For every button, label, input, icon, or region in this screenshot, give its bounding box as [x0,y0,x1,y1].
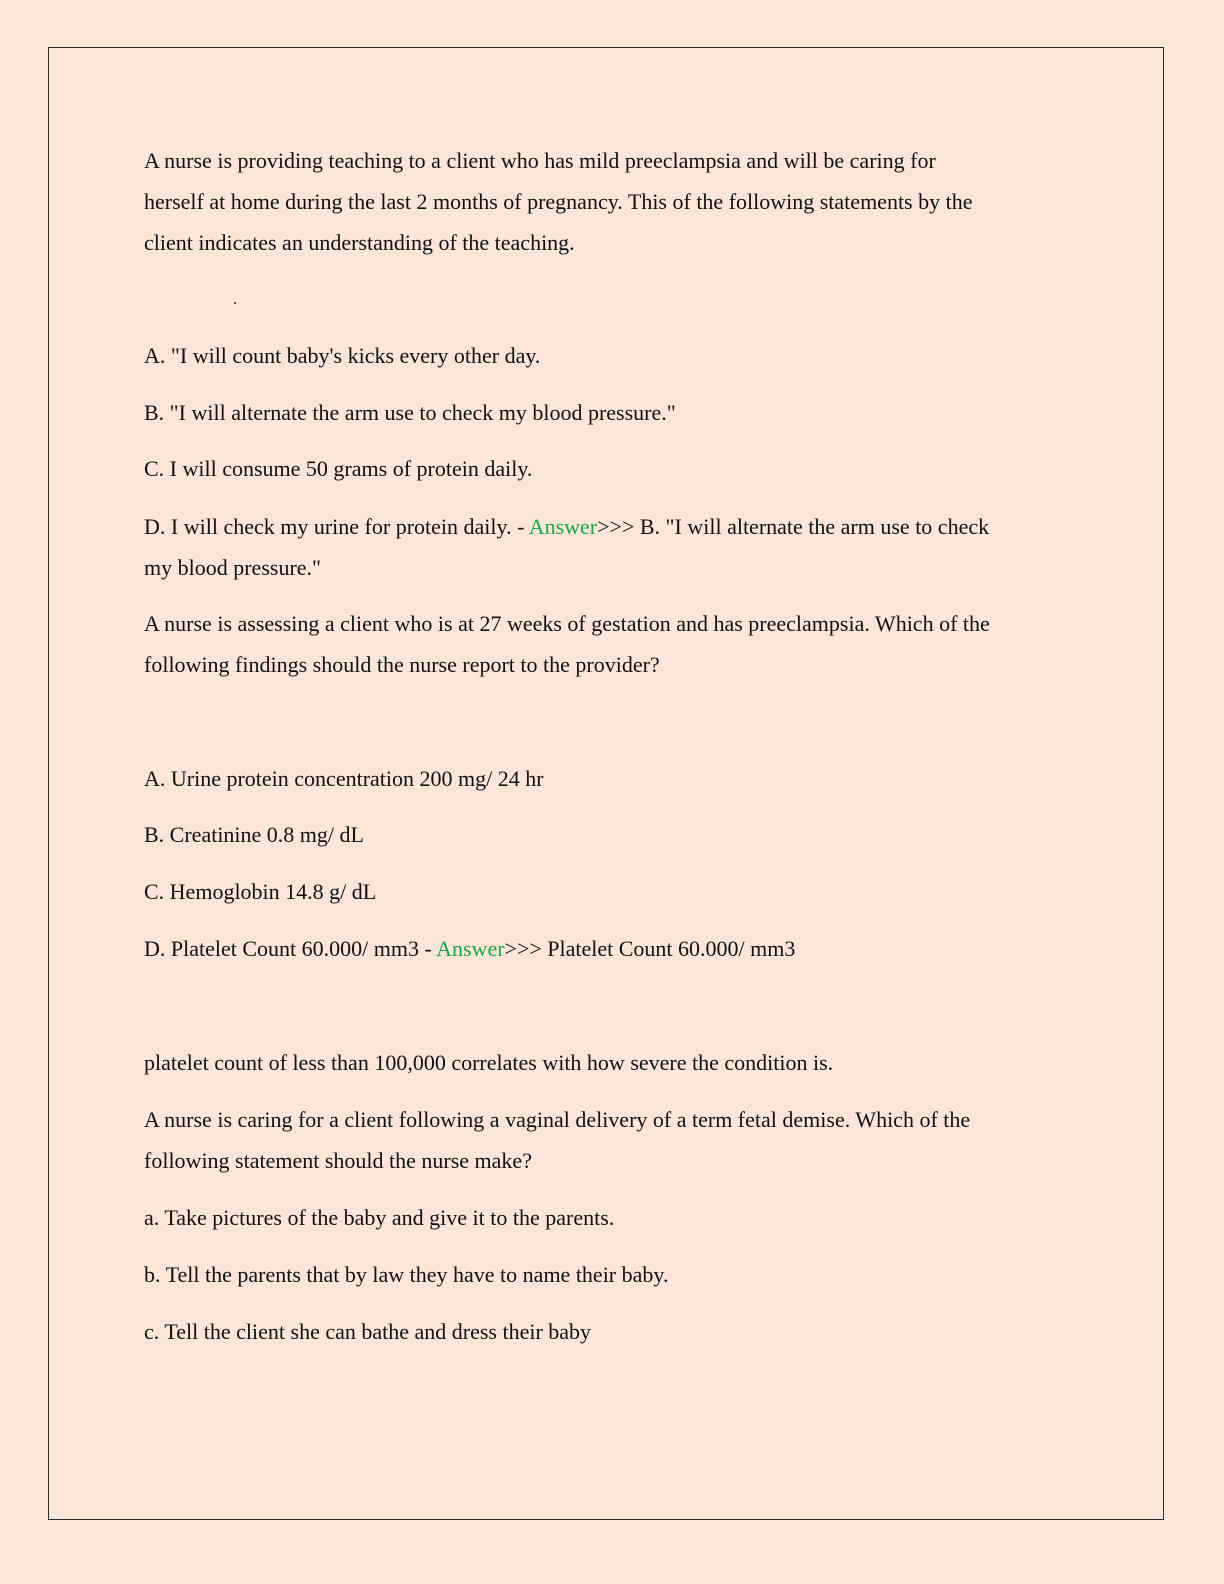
q3-stem-line-2: following statement should the nurse make? [144,1148,532,1173]
q2-option-b: B. Creatinine 0.8 mg/ dL [144,822,364,847]
q1-option-b: B. "I will alternate the arm use to check my blood pressure." [144,400,676,425]
q3-option-a: a. Take pictures of the baby and give it to the parents. [144,1205,615,1230]
q2-answer-label: Answer [436,936,505,961]
q3-option-c: c. Tell the client she can bathe and dress their baby [144,1319,592,1344]
q2-option-c: C. Hemoglobin 14.8 g/ dL [144,879,377,904]
q1-stem-line-2: herself at home during the last 2 months of pregnancy. This of the following statements by the [144,189,973,214]
q1-option-d [144,506,989,547]
q2-option-d [144,928,795,969]
q3-stem-line-1: A nurse is caring for a client following a vaginal delivery of a term fetal demise. Which of the [144,1107,971,1132]
q1-stem-line-3: client indicates an understanding of the teaching. [144,230,575,255]
q1-option-d-text: D. I will check my urine for protein daily. - [144,514,529,539]
q3-option-b: b. Tell the parents that by law they have to name their baby. [144,1262,669,1287]
q1-option-a: A. "I will count baby's kicks every other day. [144,343,541,368]
q2-stem-line-1: A nurse is assessing a client who is at 27 weeks of gestation and has preeclampsia. Which of the [144,611,990,636]
q2-rationale: platelet count of less than 100,000 correlates with how severe the condition is. [144,1050,834,1075]
q2-answer-text: >>> Platelet Count 60.000/ mm3 [504,936,796,961]
q2-option-a: A. Urine protein concentration 200 mg/ 24 hr [144,766,544,791]
stray-dot [234,302,236,304]
q1-stem-line-1: A nurse is providing teaching to a client who has mild preeclampsia and will be caring for [144,148,936,173]
q1-option-c: C. I will consume 50 grams of protein daily. [144,456,533,481]
q2-stem-line-2: following findings should the nurse report to the provider? [144,652,660,677]
q2-option-d-text: D. Platelet Count 60.000/ mm3 - [144,936,437,961]
q1-answer-label: Answer [528,514,598,539]
q1-answer-text-cont: my blood pressure." [144,555,322,580]
q1-answer-text: >>> B. "I will alternate the arm use to check [597,514,990,539]
